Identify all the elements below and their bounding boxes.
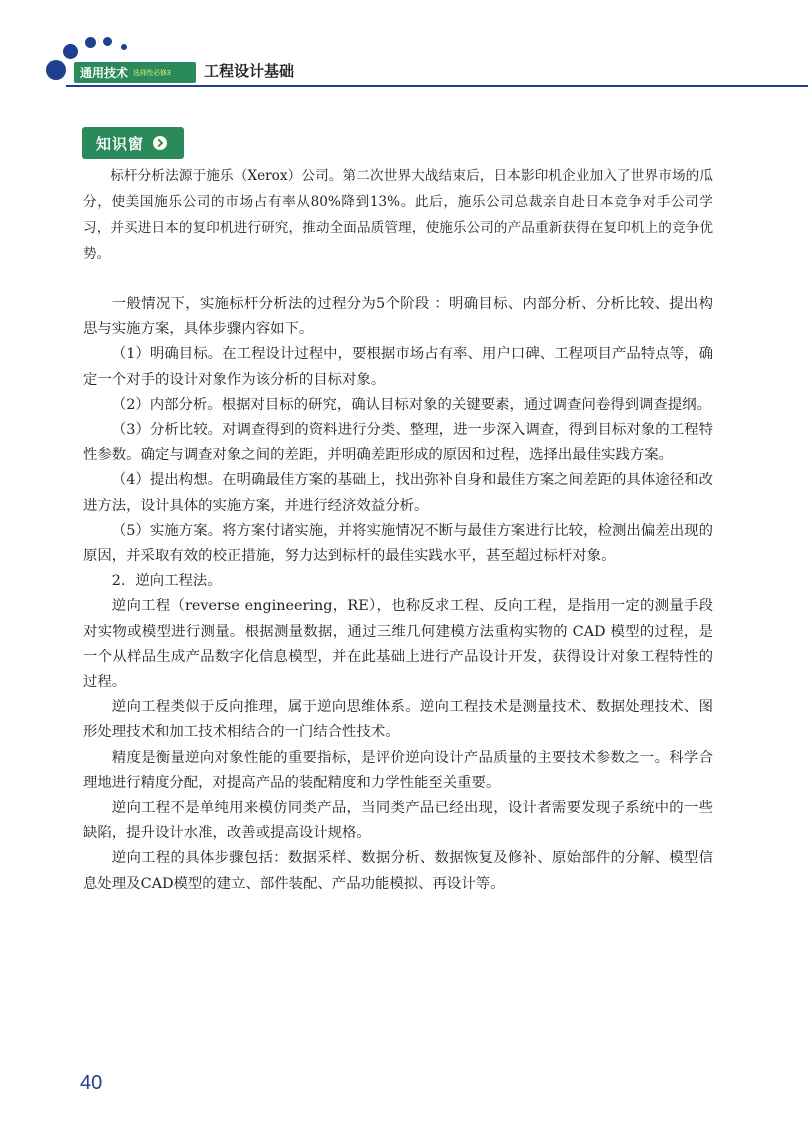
paragraph: 逆向工程（reverse engineering，RE），也称反求工程、反向工程，是指用一定的测量手段对实物或模型进行测量。根据测量数据，通过三维几何建模方法重构实物的 CAD 模型的过程，是一个从样品生成产品数字化信息模型，并在此基础上进行产品设计开发，获得设计对象工程特性的过程。 — [83, 598, 713, 691]
knowledge-window-box — [83, 163, 713, 267]
paragraph: 逆向工程不是单纯用来模仿同类产品，当同类产品已经出现，设计者需要发现子系统中的一些缺陷，提升设计水准，改善或提高设计规格。 — [83, 800, 713, 842]
series-badge — [74, 62, 196, 83]
knowledge-window-text: 标杆分析法源于施乐（Xerox）公司。第二次世界大战结束后，日本影印机企业加入了世界市场的瓜分，使美国施乐公司的市场占有率从80%降到13%。此后，施乐公司总裁亲自赴日本竞争对手公司学习，并买进日本的复印机进行研究，推动全面品质管理，使施乐公司的产品重新获得在复印机上的竞争优势。 — [83, 168, 713, 262]
decorative-dot — [85, 37, 96, 48]
paragraph: （2）内部分析。根据对目标的研究，确认目标对象的关键要素，通过调查问卷得到调查提纲。 — [111, 396, 711, 413]
paragraph: （5）实施方案。将方案付诸实施，并将实施情况不断与最佳方案进行比较，检测出偏差出现的原因，并采取有效的校正措施，努力达到标杆的最佳实践水平，甚至超过标杆对象。 — [83, 522, 713, 565]
chevron-right-icon — [153, 136, 167, 150]
page-header — [0, 0, 808, 100]
decorative-dot — [121, 44, 127, 50]
decorative-dot — [46, 60, 66, 80]
paragraph: （3）分析比较。对调查得到的资料进行分类、整理，进一步深入调查，得到目标对象的工程特性参数。确定与调查对象之间的差距，并明确差距形成的原因和过程，选择出最佳实践方案。 — [83, 422, 713, 464]
decorative-dot — [63, 44, 78, 59]
decorative-dot — [103, 37, 112, 46]
knowledge-window-label: 知识窗 — [96, 134, 145, 153]
series-subtitle: 选择性必修3 — [133, 68, 171, 77]
paragraph: 逆向工程的具体步骤包括：数据采样、数据分析、数据恢复及修补、原始部件的分解、模型信息处理及CAD模型的建立、部件装配、产品功能模拟、再设计等。 — [83, 850, 713, 892]
knowledge-window-badge — [82, 127, 184, 159]
section-heading: 2．逆向工程法。 — [111, 573, 222, 590]
paragraph: 精度是衡量逆向对象性能的重要指标，是评价逆向设计产品质量的主要技术参数之一。科学合理地进行精度分配，对提高产品的装配精度和力学性能至关重要。 — [83, 749, 713, 791]
series-label: 通用技术 — [80, 66, 129, 80]
page-number: 40 — [80, 1072, 103, 1094]
paragraph: 一般情况下，实施标杆分析法的过程分为5个阶段 ：明确目标、内部分析、分析比较、提出构思与实施方案，具体步骤内容如下。 — [83, 296, 713, 338]
book-title: 工程设计基础 — [204, 62, 295, 80]
paragraph: （1）明确目标。在工程设计过程中，要根据市场占有率、用户口碑、工程项目产品特点等，确定一个对手的设计对象作为该分析的目标对象。 — [83, 346, 713, 388]
header-rule — [66, 85, 808, 87]
paragraph: （4）提出构想。在明确最佳方案的基础上，找出弥补自身和最佳方案之间差距的具体途径和改进方法，设计具体的实施方案，并进行经济效益分析。 — [83, 472, 713, 514]
body-text — [83, 292, 713, 897]
paragraph: 逆向工程类似于反向推理，属于逆向思维体系。逆向工程技术是测量技术、数据处理技术、图形处理技术和加工技术相结合的一门结合性技术。 — [83, 699, 713, 741]
